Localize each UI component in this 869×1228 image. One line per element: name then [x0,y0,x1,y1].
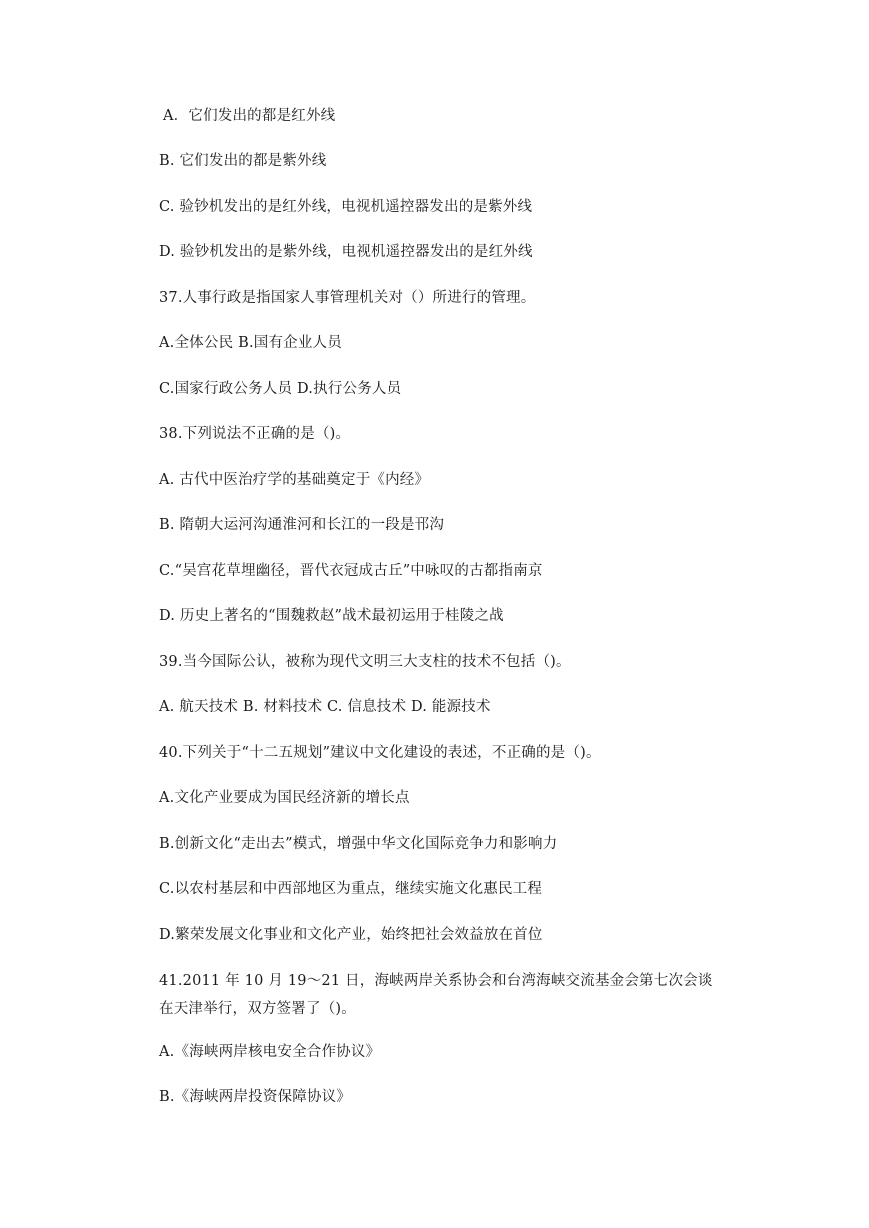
option-a-infrared: A．它们发出的都是红外线 [163,108,336,124]
question-40: 40.下列关于“十二五规划”建议中文化建设的表述，不正确的是（)。 [159,745,601,761]
q38-option-b: B. 隋朝大运河沟通淮河和长江的一段是邗沟 [159,517,445,533]
q38-option-d: D. 历史上著名的“围魏救赵”战术最初运用于桂陵之战 [159,608,504,624]
q41-option-b: B.《海峡两岸投资保障协议》 [159,1089,352,1105]
q40-option-b: B.创新文化“走出去”模式，增强中华文化国际竞争力和影响力 [159,836,558,852]
question-38: 38.下列说法不正确的是（)。 [159,426,351,442]
question-41: 41.2011 年 10 月 19～21 日，海峡两岸关系协会和台湾海峡交流基金会第七次会谈在天津举行，双方签署了（)。 [159,973,713,1017]
q40-option-a: A.文化产业要成为国民经济新的增长点 [159,790,410,806]
question-37: 37.人事行政是指国家人事管理机关对（）所进行的管理。 [159,290,536,306]
q41-option-a: A.《海峡两岸核电安全合作协议》 [159,1044,381,1060]
q37-options-cd: C.国家行政公务人员 D.执行公务人员 [159,381,402,397]
q40-option-d: D.繁荣发展文化事业和文化产业，始终把社会效益放在首位 [159,927,543,943]
q39-options: A. 航天技术 B. 材料技术 C. 信息技术 D. 能源技术 [159,699,491,715]
question-39: 39.当今国际公认，被称为现代文明三大支柱的技术不包括（)。 [159,654,571,670]
q38-option-c: C.“吴宫花草埋幽径，晋代衣冠成古丘”中咏叹的古都指南京 [159,563,543,579]
q40-option-c: C.以农村基层和中西部地区为重点，继续实施文化惠民工程 [159,881,543,897]
option-c: C. 验钞机发出的是红外线，电视机遥控器发出的是紫外线 [159,199,533,215]
q38-option-a: A. 古代中医治疗学的基础奠定于《内经》 [159,472,430,488]
option-b-ultraviolet: B. 它们发出的都是紫外线 [159,153,327,169]
q37-options-ab: A.全体公民 B.国有企业人员 [159,335,342,351]
option-d: D. 验钞机发出的是紫外线，电视机遥控器发出的是红外线 [159,244,533,260]
